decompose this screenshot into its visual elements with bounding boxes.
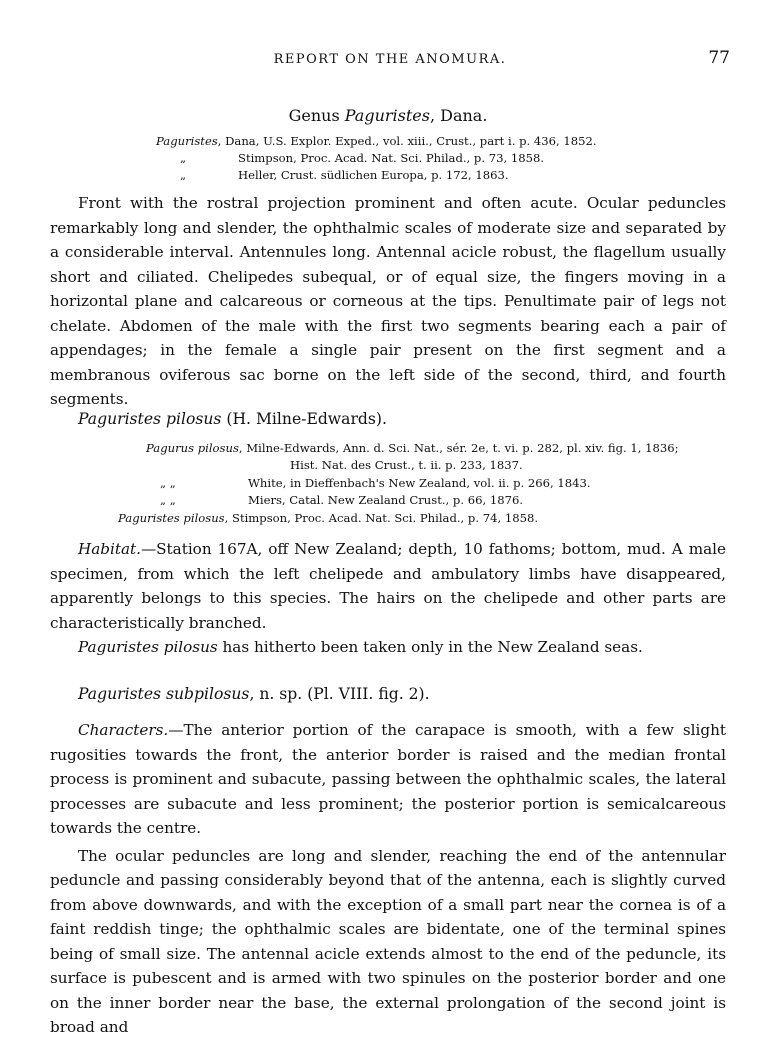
species-synonymy-line: Hist. Nat. des Crust., t. ii. p. 233, 1837. <box>290 458 523 472</box>
genus-description: Front with the rostral projection prominent and often acute. Ocular peduncles remarkably long and slender, the ophthalmic scales of moderate size and separated by a considerable interval. Antennules long. Antennal acicle robust, the flagellum usually short and ciliated. Chelipedes subequal, or of equal size, the fingers moving in a horizontal plane and calcareous or corneous at the tips. Penultimate pair of legs not chelate. Abdomen of the male with the first two segments bearing each a pair of appendages; in the female a single pair present on the first segment and a membranous oviferous sac borne on the left side of the second, third, and fourth segments. <box>50 194 726 408</box>
genus-heading: Genus Paguristes, Dana. <box>288 106 488 125</box>
genus-name: Paguristes <box>344 106 430 125</box>
species-synonymy-line: Paguristes pilosus, Stimpson, Proc. Acad. Nat. Sci. Philad., p. 74, 1858. <box>118 511 539 525</box>
characters-section: Characters.—The anterior portion of the carapace is smooth, with a few slight rugosities towards the front, the anterior border is raised and the median frontal process is prominent and subacute, passing between the ophthalmic scales, the lateral processes are subacute and less prominent; the posterior portion is semicalcareous towards the centre. The ocular peduncles are long and slender, reaching the end of the antennular peduncle and passing considerably beyond that of the antenna, each is slightly curved from above downwards, and with the exception of a small part near the cornea is of a faint reddish tinge; the ophthalmic scales are bidentate, one of the terminal spines being of small size. The antennal acicle extends almost to the end of the peduncle, its surface is pubescent and is armed with two spinules on the posterior border and one on the inner border near the base, the external prolongation of the second joint is broad and <box>50 718 726 1040</box>
species-heading-subpilosus: Paguristes subpilosus, n. sp. (Pl. VIII. fig. 2). <box>78 685 430 703</box>
genus-synonymy-line: Paguristes, Dana, U.S. Explor. Exped., vol. xiii., Crust., part i. p. 436, 1852. <box>156 134 597 148</box>
characters-label: Characters. <box>78 721 169 739</box>
species-synonymy-line: „ „ Miers, Catal. New Zealand Crust., p. 66, 1876. <box>160 493 524 507</box>
peduncle-paragraph: The ocular peduncles are long and slender, reaching the end of the antennular peduncle and passing considerably beyond that of the antenna, each is slightly curved from above downwards, and with the exception of a small part near the cornea is of a faint reddish tinge; the ophthalmic scales are bidentate, one of the terminal spines being of small size. The antennal acicle extends almost to the end of the peduncle, its surface is pubescent and is armed with two spinules on the posterior border and one on the inner border near the base, the external prolongation of the second joint is broad and <box>50 846 726 1036</box>
page-number: 77 <box>708 48 730 68</box>
genus-synonymy-line: „ Heller, Crust. südlichen Europa, p. 172, 1863. <box>180 168 509 182</box>
habitat-label: Habitat. <box>78 540 141 558</box>
species-synonymy-line: Pagurus pilosus, Milne-Edwards, Ann. d. Sci. Nat., sér. 2e, t. vi. p. 282, pl. xiv. fig. 1, 1836; <box>146 441 679 455</box>
running-title: REPORT ON THE ANOMURA. <box>273 52 507 67</box>
running-header <box>50 48 730 70</box>
genus-synonymy-line: „ Stimpson, Proc. Acad. Nat. Sci. Philad., p. 73, 1858. <box>180 151 545 165</box>
distribution-note: Paguristes pilosus has hitherto been taken only in the New Zealand seas. <box>78 638 643 656</box>
habitat-paragraph: Habitat.—Station 167A, off New Zealand; depth, 10 fathoms; bottom, mud. A male specimen, from which the left chelipede and ambulatory limbs have disappeared, apparently belongs to this species. The hairs on the chelipede and other parts are characteristically branched. Paguristes pilosus has hitherto been taken only in the New Zealand seas. <box>50 537 726 660</box>
species-synonymy-line: „ „ White, in Dieffenbach's New Zealand, vol. ii. p. 266, 1843. <box>160 476 591 490</box>
species-heading-pilosus: Paguristes pilosus (H. Milne-Edwards). <box>78 410 387 428</box>
genus-author: , Dana. <box>429 106 488 125</box>
